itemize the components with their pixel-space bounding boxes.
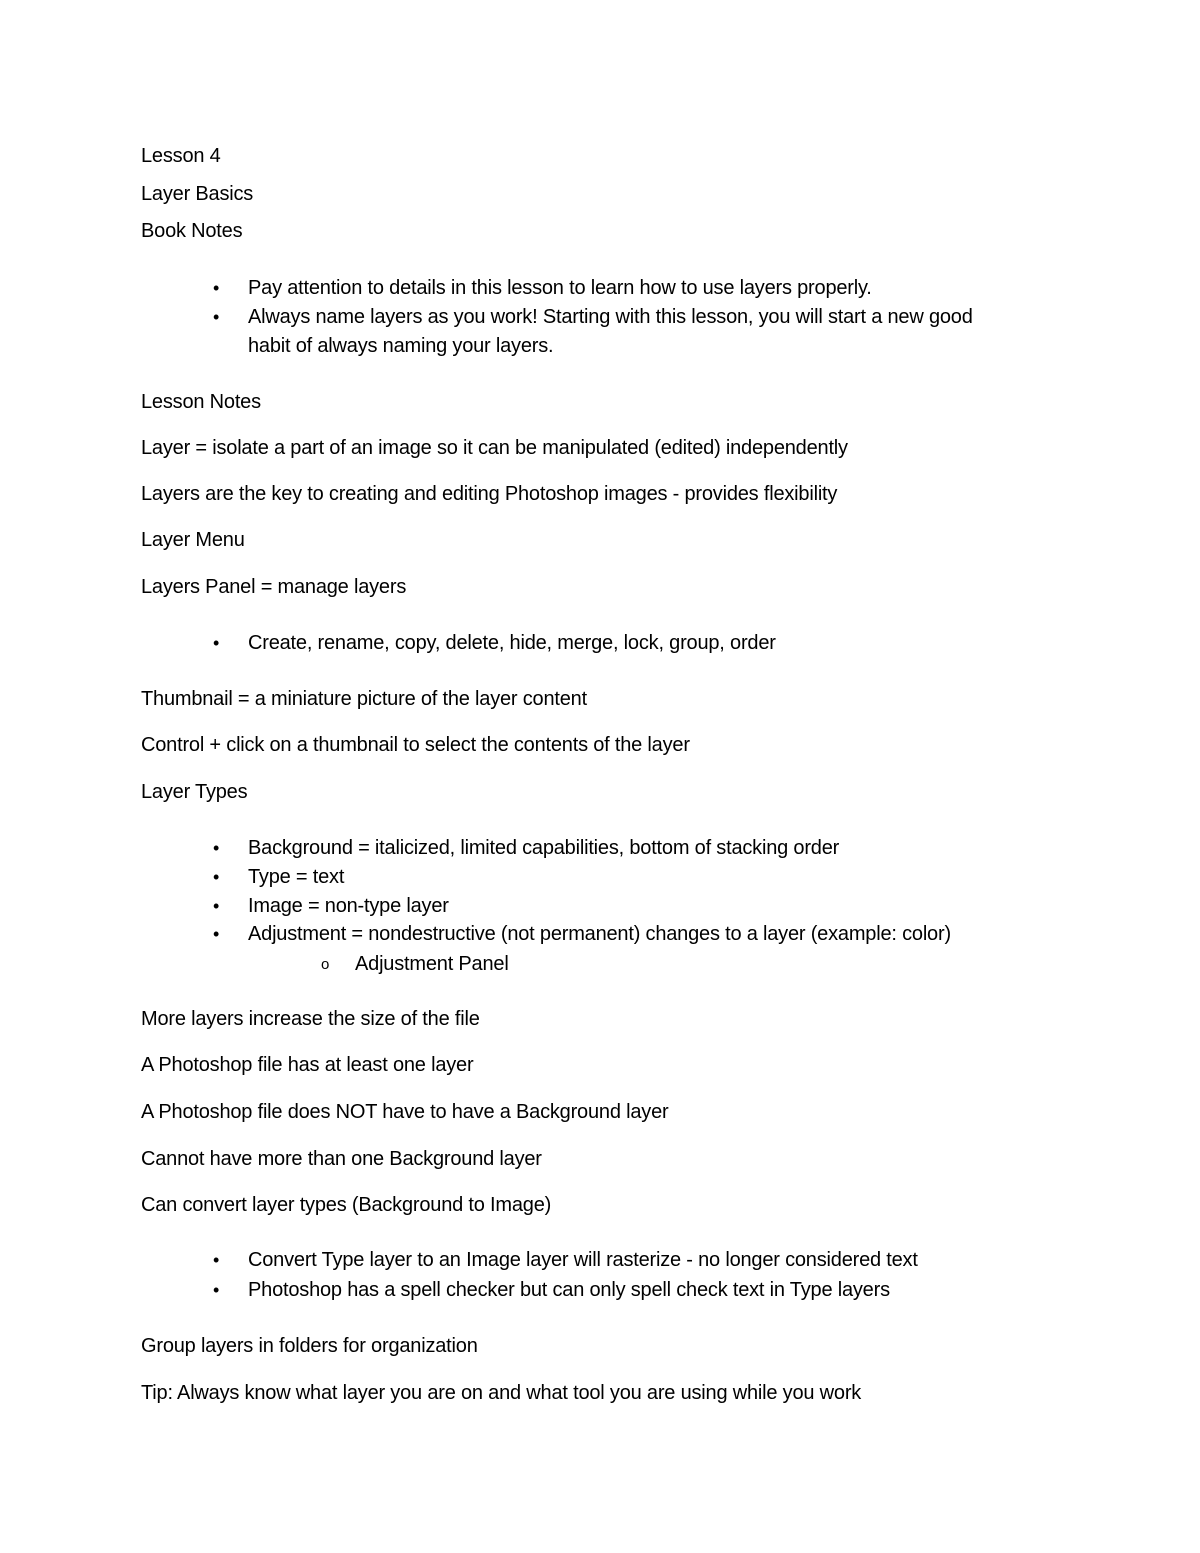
hollow-bullet-icon: o xyxy=(321,956,330,973)
paragraph: Group layers in folders for organization xyxy=(141,1335,478,1357)
bullet-icon: • xyxy=(213,307,220,327)
document-page: Lesson 4 Layer Basics Book Notes • Pay attention to details in this lesson to learn how to use layers properly. • Always name layers as you work! Starting with this lesson, you will start a new good habit of always naming your layers. Lesson Notes Layer = isolate a part of an image so it can be manipulated (edited) independently Layers are the key to creating and editing Photoshop images - provides flexibility Layer Menu Layers Panel = manage layers • Create, rename, copy, delete, hide, merge, lock, group, order Thumbnail = a miniature picture of the layer content Control + click on a thumbnail to select the contents of the layer Layer Types • Background = italicized, limited capabilities, bottom of stacking order • Type = text • Image = non-type layer • Adjustment = nondestructive (not permanent) changes to a layer (example: color) o Adjustment Panel More layers increase the size of the file A Photoshop file has at least one layer A Photoshop file does NOT have to have a Background layer Cannot have more than one Background layer Can convert layer types (Background to Image) • Convert Type layer to an Image layer will rasterize - no longer considered text • Photoshop has a spell checker but can only spell check text in Type layers Group layers in folders for organization Tip: Always know what layer you are on and what tool you are using while you work xyxy=(0,0,1200,1553)
paragraph: A Photoshop file has at least one layer xyxy=(141,1054,474,1076)
lesson-number: Lesson 4 xyxy=(141,145,221,167)
section-heading: Lesson Notes xyxy=(141,391,261,413)
paragraph: A Photoshop file does NOT have to have a Background layer xyxy=(141,1101,669,1123)
tip-paragraph: Tip: Always know what layer you are on and what tool you are using while you work xyxy=(141,1382,862,1404)
bullet-icon: • xyxy=(213,924,220,944)
bullet-icon: • xyxy=(213,896,220,916)
bullet-icon: • xyxy=(213,867,220,887)
bullet-icon: • xyxy=(213,1250,220,1270)
paragraph: Thumbnail = a miniature picture of the layer content xyxy=(141,688,587,710)
bullet-icon: • xyxy=(213,1280,220,1300)
section-heading: Book Notes xyxy=(141,220,243,242)
paragraph: Layer Menu xyxy=(141,529,245,551)
paragraph: Layers Panel = manage layers xyxy=(141,576,407,598)
lesson-title: Layer Basics xyxy=(141,183,254,205)
paragraph: Layer Types xyxy=(141,781,248,803)
paragraph: Layer = isolate a part of an image so it can be manipulated (edited) independently xyxy=(141,437,848,459)
bullet-icon: • xyxy=(213,633,220,653)
paragraph: Layers are the key to creating and editing Photoshop images - provides flexibility xyxy=(141,483,838,505)
bullet-icon: • xyxy=(213,278,220,298)
paragraph: Cannot have more than one Background layer xyxy=(141,1148,542,1170)
bullet-icon: • xyxy=(213,838,220,858)
paragraph: More layers increase the size of the file xyxy=(141,1008,480,1030)
paragraph: Control + click on a thumbnail to select the contents of the layer xyxy=(141,734,690,756)
paragraph: Can convert layer types (Background to Image) xyxy=(141,1194,552,1216)
